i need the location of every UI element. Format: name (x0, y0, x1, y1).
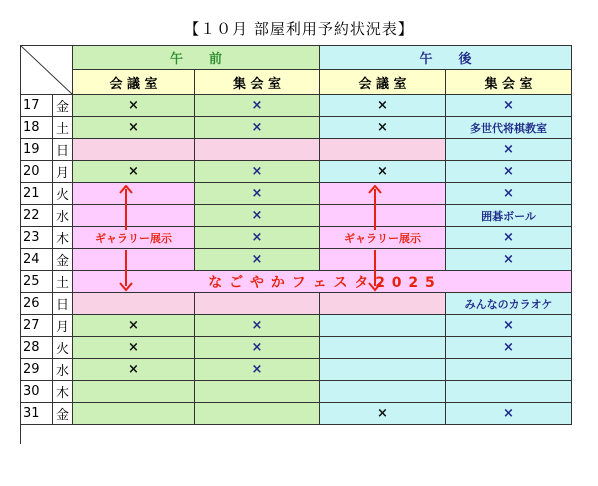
pm-mtg-cell (320, 337, 446, 359)
pm-asm-cell: × (446, 315, 572, 337)
am-mtg-cell: × (73, 161, 195, 183)
weekday-cell: 水 (53, 359, 73, 381)
date-cell: 27 (21, 315, 53, 337)
am-asm-cell (195, 381, 320, 403)
am-asm-cell: × (195, 337, 320, 359)
section-pm-header: 午 後 (320, 46, 572, 70)
reservation-table (20, 45, 572, 444)
date-cell: 31 (21, 403, 53, 425)
gallery-exhibit-label: ギャラリー展示 (73, 227, 195, 249)
am-asm-cell: × (195, 183, 320, 205)
pm-asm-cell: × (446, 227, 572, 249)
corner-diagonal (21, 46, 73, 95)
pm-asm-cell: × (446, 183, 572, 205)
am-meeting-room-header: 会 議 室 (73, 70, 195, 95)
am-asm-cell (195, 403, 320, 425)
date-cell: 21 (21, 183, 53, 205)
date-cell: 29 (21, 359, 53, 381)
date-cell: 24 (21, 249, 53, 271)
pm-asm-cell: × (446, 337, 572, 359)
am-mtg-cell: × (73, 95, 195, 117)
date-cell: 26 (21, 293, 53, 315)
pm-assembly-room-header: 集 会 室 (446, 70, 572, 95)
weekday-cell: 日 (53, 293, 73, 315)
pm-asm-cell: 多世代将棋教室 (446, 117, 572, 139)
pm-mtg-cell (320, 359, 446, 381)
weekday-cell: 火 (53, 183, 73, 205)
am-mtg-cell (73, 403, 195, 425)
am-asm-cell: × (195, 315, 320, 337)
page-title: 【１０月 部屋利用予約状況表】 (184, 20, 414, 38)
header-corner (21, 46, 73, 95)
am-mtg-cell (73, 139, 195, 161)
weekday-cell: 火 (53, 337, 73, 359)
am-mtg-cell: × (73, 359, 195, 381)
pm-asm-cell: 囲碁ボール (446, 205, 572, 227)
am-asm-cell: × (195, 117, 320, 139)
pm-asm-cell: × (446, 403, 572, 425)
am-mtg-cell (73, 381, 195, 403)
festa-event-cell: な ご や か フ ェ ス タ 2 0 2 5 (73, 271, 572, 293)
weekday-cell: 木 (53, 227, 73, 249)
pm-mtg-cell: × (320, 95, 446, 117)
am-asm-cell: × (195, 161, 320, 183)
weekday-cell: 金 (53, 95, 73, 117)
date-cell: 25 (21, 271, 53, 293)
am-asm-cell: × (195, 95, 320, 117)
gallery-exhibit-label: ギャラリー展示 (320, 227, 446, 249)
date-cell: 28 (21, 337, 53, 359)
date-cell: 17 (21, 95, 53, 117)
weekday-cell: 月 (53, 161, 73, 183)
pm-asm-cell: × (446, 139, 572, 161)
pm-mtg-cell (320, 381, 446, 403)
date-cell: 18 (21, 117, 53, 139)
arrow-up-am (116, 185, 136, 232)
am-assembly-room-header: 集 会 室 (195, 70, 320, 95)
am-asm-cell (195, 293, 320, 315)
am-asm-cell (195, 139, 320, 161)
am-asm-cell: × (195, 227, 320, 249)
pm-mtg-cell: × (320, 161, 446, 183)
weekday-cell: 土 (53, 271, 73, 293)
weekday-cell: 金 (53, 249, 73, 271)
weekday-cell: 金 (53, 403, 73, 425)
pm-mtg-cell (320, 293, 446, 315)
am-mtg-cell (73, 293, 195, 315)
arrow-up-pm (365, 185, 385, 232)
am-asm-cell: × (195, 205, 320, 227)
weekday-cell: 日 (53, 139, 73, 161)
pm-mtg-cell: × (320, 117, 446, 139)
date-cell: 22 (21, 205, 53, 227)
am-asm-cell: × (195, 359, 320, 381)
weekday-cell: 水 (53, 205, 73, 227)
am-asm-cell: × (195, 249, 320, 271)
date-cell: 30 (21, 381, 53, 403)
pm-mtg-cell (320, 315, 446, 337)
pm-asm-cell (446, 359, 572, 381)
pm-asm-cell: × (446, 95, 572, 117)
am-mtg-cell: × (73, 117, 195, 139)
arrow-down-am (116, 250, 136, 292)
arrow-down-pm (365, 250, 385, 292)
section-am-header: 午 前 (73, 46, 320, 70)
weekday-cell: 木 (53, 381, 73, 403)
pm-asm-cell: × (446, 161, 572, 183)
weekday-cell: 月 (53, 315, 73, 337)
date-cell: 20 (21, 161, 53, 183)
date-cell: 19 (21, 139, 53, 161)
pm-asm-cell: みんなのカラオケ (446, 293, 572, 315)
weekday-cell: 土 (53, 117, 73, 139)
pm-mtg-cell: × (320, 403, 446, 425)
pm-meeting-room-header: 会 議 室 (320, 70, 446, 95)
pm-asm-cell: × (446, 249, 572, 271)
pm-asm-cell (446, 381, 572, 403)
pm-mtg-cell (320, 139, 446, 161)
date-cell: 23 (21, 227, 53, 249)
am-mtg-cell: × (73, 315, 195, 337)
am-mtg-cell: × (73, 337, 195, 359)
